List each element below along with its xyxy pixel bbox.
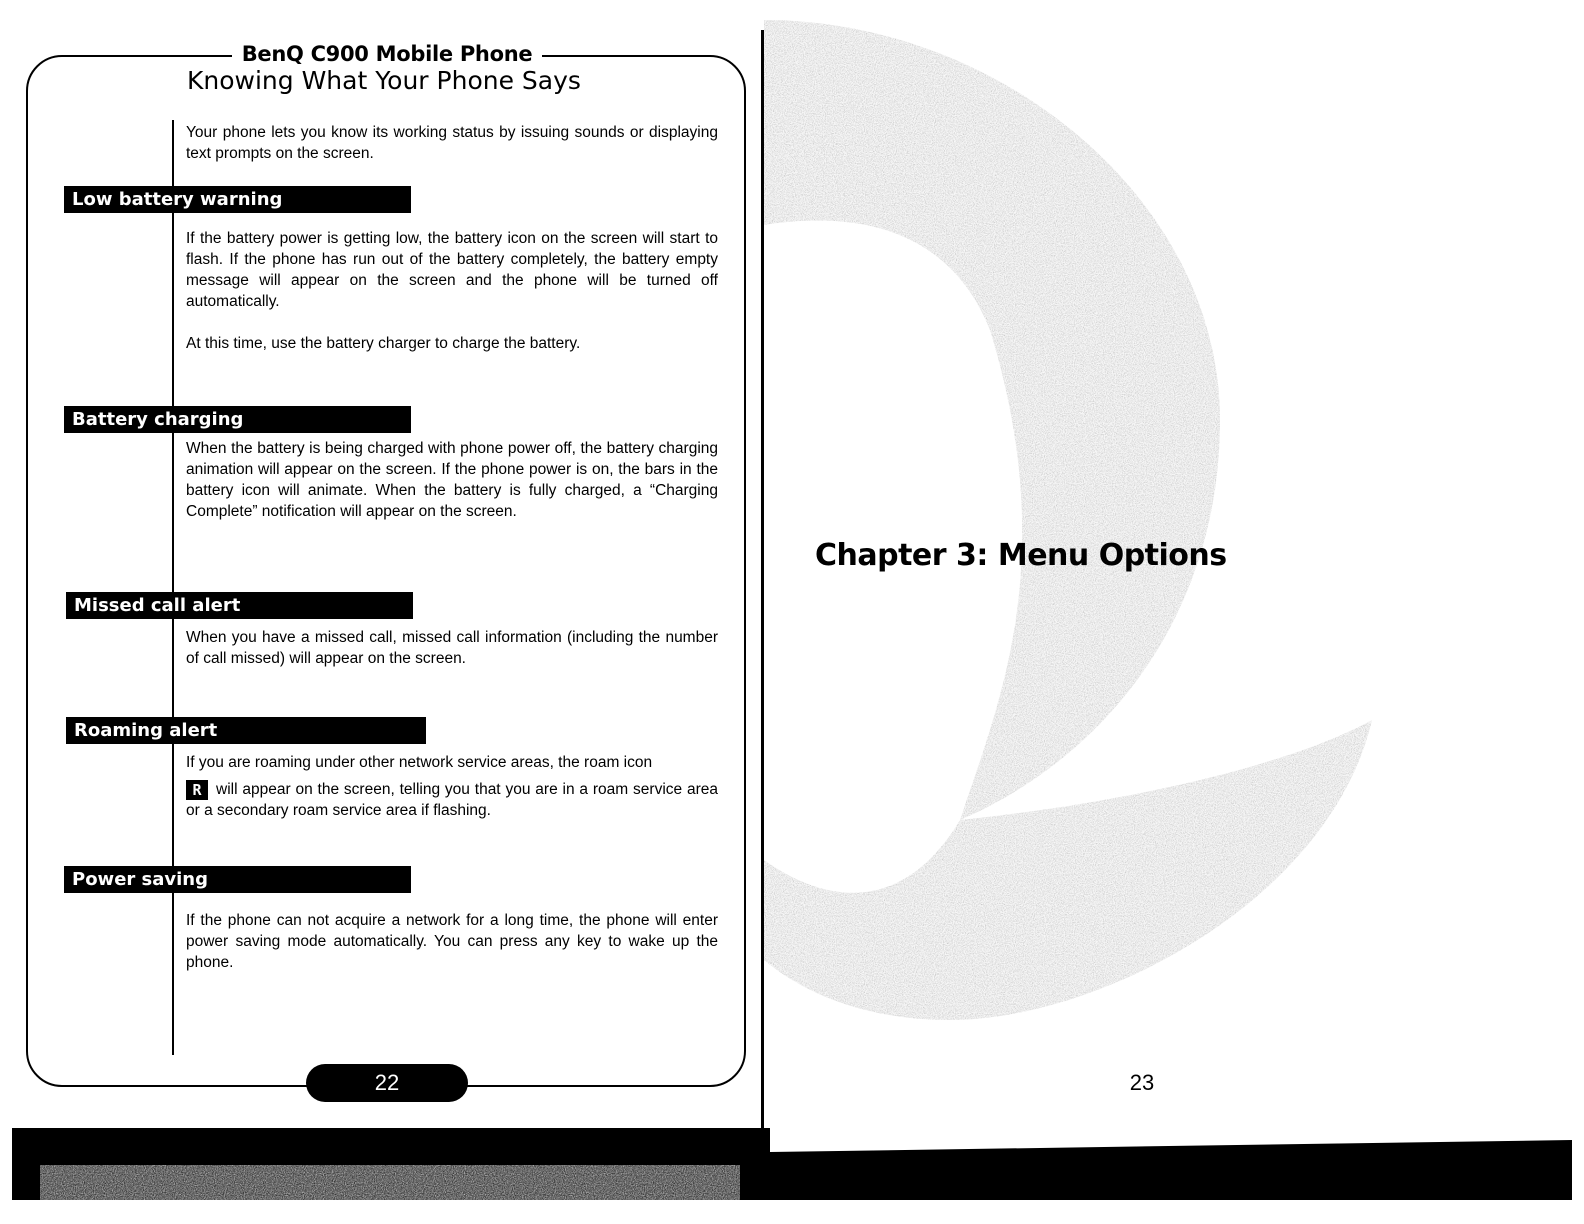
intro-paragraph: Your phone lets you know its working status by issuing sounds or displaying text prompts on the screen. — [186, 124, 718, 162]
section-heading-low-battery: Low battery warning — [64, 186, 411, 213]
low-battery-paragraph: If the battery power is getting low, the battery icon on the screen will start to flash. If the phone has run out of the battery completely, the battery empty message will appear on the screen and the phone will be turned off automatically. — [186, 230, 718, 310]
section-heading-missed-call: Missed call alert — [66, 592, 413, 619]
roaming-paragraph — [186, 752, 718, 821]
margin-rule — [172, 120, 174, 1055]
battery-charging-paragraph: When the battery is being charged with phone power off, the battery charging animation will appear on the screen. If the phone power is on, the bars in the battery icon will animate. When the battery is fully charged, a “Charging Complete” notification will appear on the screen. — [186, 440, 718, 520]
stippled-c-shape — [764, 20, 1372, 1020]
roaming-text-2: will appear on the screen, telling you that you are in a roam service area or a secondary roam service area if flashing. — [186, 781, 718, 819]
power-saving-paragraph: If the phone can not acquire a network for a long time, the phone will enter power saving mode automatically. You can press any key to wake up the phone. — [186, 912, 718, 971]
missed-call-paragraph: When you have a missed call, missed call information (including the number of call missed) will appear on the screen. — [186, 629, 718, 667]
page-title: Knowing What Your Phone Says — [187, 66, 581, 95]
section-heading-battery-charging: Battery charging — [64, 406, 411, 433]
page-number-right: 23 — [1129, 1070, 1155, 1095]
roaming-line-2 — [186, 779, 718, 821]
roam-icon: R — [186, 780, 208, 800]
running-head: BenQ C900 Mobile Phone — [241, 42, 533, 66]
chapter-title: Chapter 3: Menu Options — [815, 538, 1227, 573]
bottom-band-stipple — [40, 1165, 740, 1200]
spine-gutter — [761, 30, 764, 1130]
section-heading-power-saving: Power saving — [64, 866, 411, 893]
page-number-left: 22 — [306, 1064, 468, 1102]
roaming-text-1: If you are roaming under other network service areas, the roam icon — [186, 754, 653, 771]
low-battery-paragraph-2: At this time, use the battery charger to charge the battery. — [186, 335, 581, 352]
section-heading-roaming: Roaming alert — [66, 717, 426, 744]
